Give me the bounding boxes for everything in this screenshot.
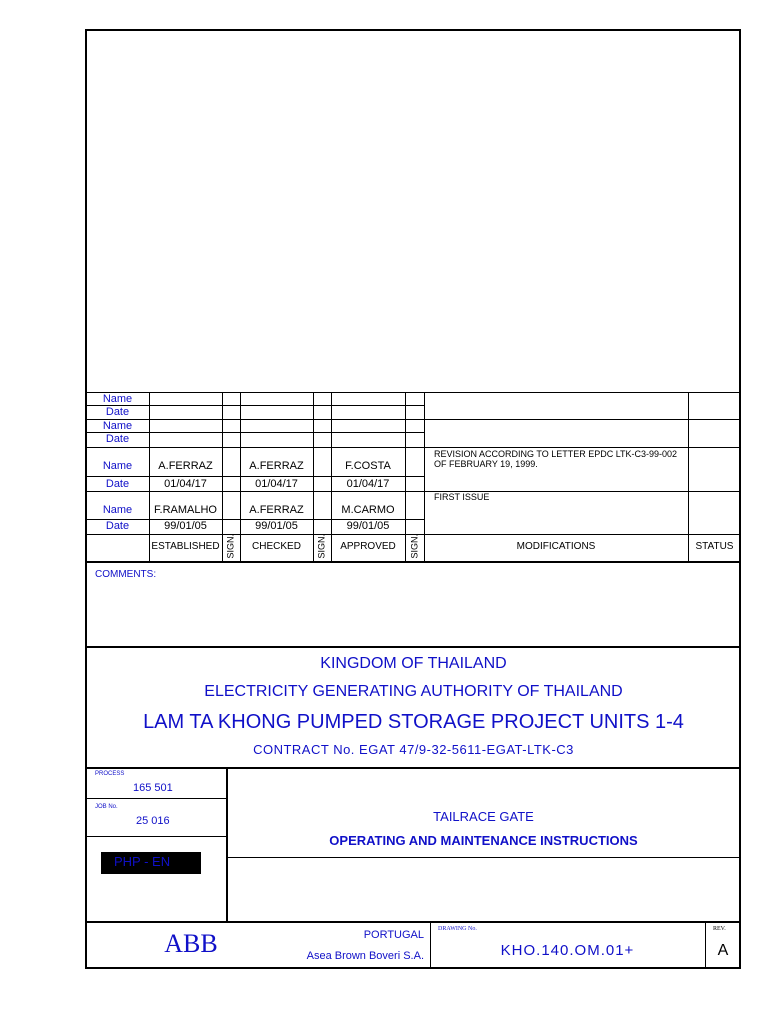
row2-name-label: Name [102, 420, 133, 432]
row1-date-label: Date [105, 406, 130, 418]
title-line-4: CONTRACT No. EGAT 47/9-32-5611-EGAT-LTK-C3 [253, 742, 574, 757]
row3-checked-date: 01/04/17 [255, 478, 298, 490]
process-label: PROCESS [95, 771, 125, 777]
row2-date-label: Date [105, 433, 130, 445]
header-sign-3: SIGN. [409, 533, 420, 559]
row3-date-label: Date [105, 478, 130, 490]
job-label: JOB No. [95, 804, 118, 810]
row4-approved-date: 99/01/05 [346, 520, 390, 532]
row4-approved-name: M.CARMO [341, 504, 395, 516]
header-established: ESTABLISHED [151, 541, 220, 552]
process-value: 165 501 [133, 782, 173, 794]
row3-modification: REVISION ACCORDING TO LETTER EPDC LTK-C3-99-002 OF FEBRUARY 19, 1999. [434, 449, 678, 469]
footer-company: Asea Brown Boveri S.A. [306, 950, 424, 962]
job-value: 25 016 [136, 815, 170, 827]
footer-country: PORTUGAL [363, 929, 424, 941]
row3-established-name: A.FERRAZ [158, 460, 213, 472]
language-badge [101, 852, 201, 874]
drawing-no-label: DRAWING No. [438, 926, 477, 932]
row1-name-label: Name [102, 393, 133, 405]
abb-logo: ABB [164, 929, 218, 958]
row3-name-label: Name [102, 460, 133, 472]
title-line-1: KINGDOM OF THAILAND [320, 655, 507, 672]
header-checked: CHECKED [252, 541, 301, 552]
row4-established-name: F.RAMALHO [154, 504, 217, 516]
row4-name-label: Name [102, 504, 133, 516]
header-status: STATUS [695, 541, 734, 552]
row4-checked-date: 99/01/05 [255, 520, 298, 532]
row4-established-date: 99/01/05 [164, 520, 207, 532]
row4-date-label: Date [105, 520, 130, 532]
header-sign-1: SIGN. [225, 533, 236, 559]
rev-value: A [717, 942, 729, 959]
row3-established-date: 01/04/17 [164, 478, 207, 490]
comments-label: COMMENTS: [95, 569, 157, 580]
header-modifications: MODIFICATIONS [516, 541, 596, 552]
title-line-3: LAM TA KHONG PUMPED STORAGE PROJECT UNITS 1-4 [143, 711, 684, 733]
subject-title: TAILRACE GATE [433, 809, 534, 824]
row4-modification: FIRST ISSUE [434, 492, 490, 502]
row3-approved-name: F.COSTA [345, 460, 391, 472]
language-badge-text: PHP - EN [114, 854, 171, 869]
row4-checked-name: A.FERRAZ [249, 504, 304, 516]
row3-approved-date: 01/04/17 [346, 478, 390, 490]
subject-subtitle: OPERATING AND MAINTENANCE INSTRUCTIONS [329, 833, 638, 848]
drawing-frame [85, 29, 741, 969]
drawing-no-value: KHO.140.OM.01+ [500, 942, 635, 959]
row3-checked-name: A.FERRAZ [249, 460, 304, 472]
header-sign-2: SIGN. [316, 533, 327, 559]
title-line-2: ELECTRICITY GENERATING AUTHORITY OF THAILAND [204, 683, 623, 700]
header-approved: APPROVED [340, 541, 396, 552]
rev-label: REV. [713, 926, 726, 932]
